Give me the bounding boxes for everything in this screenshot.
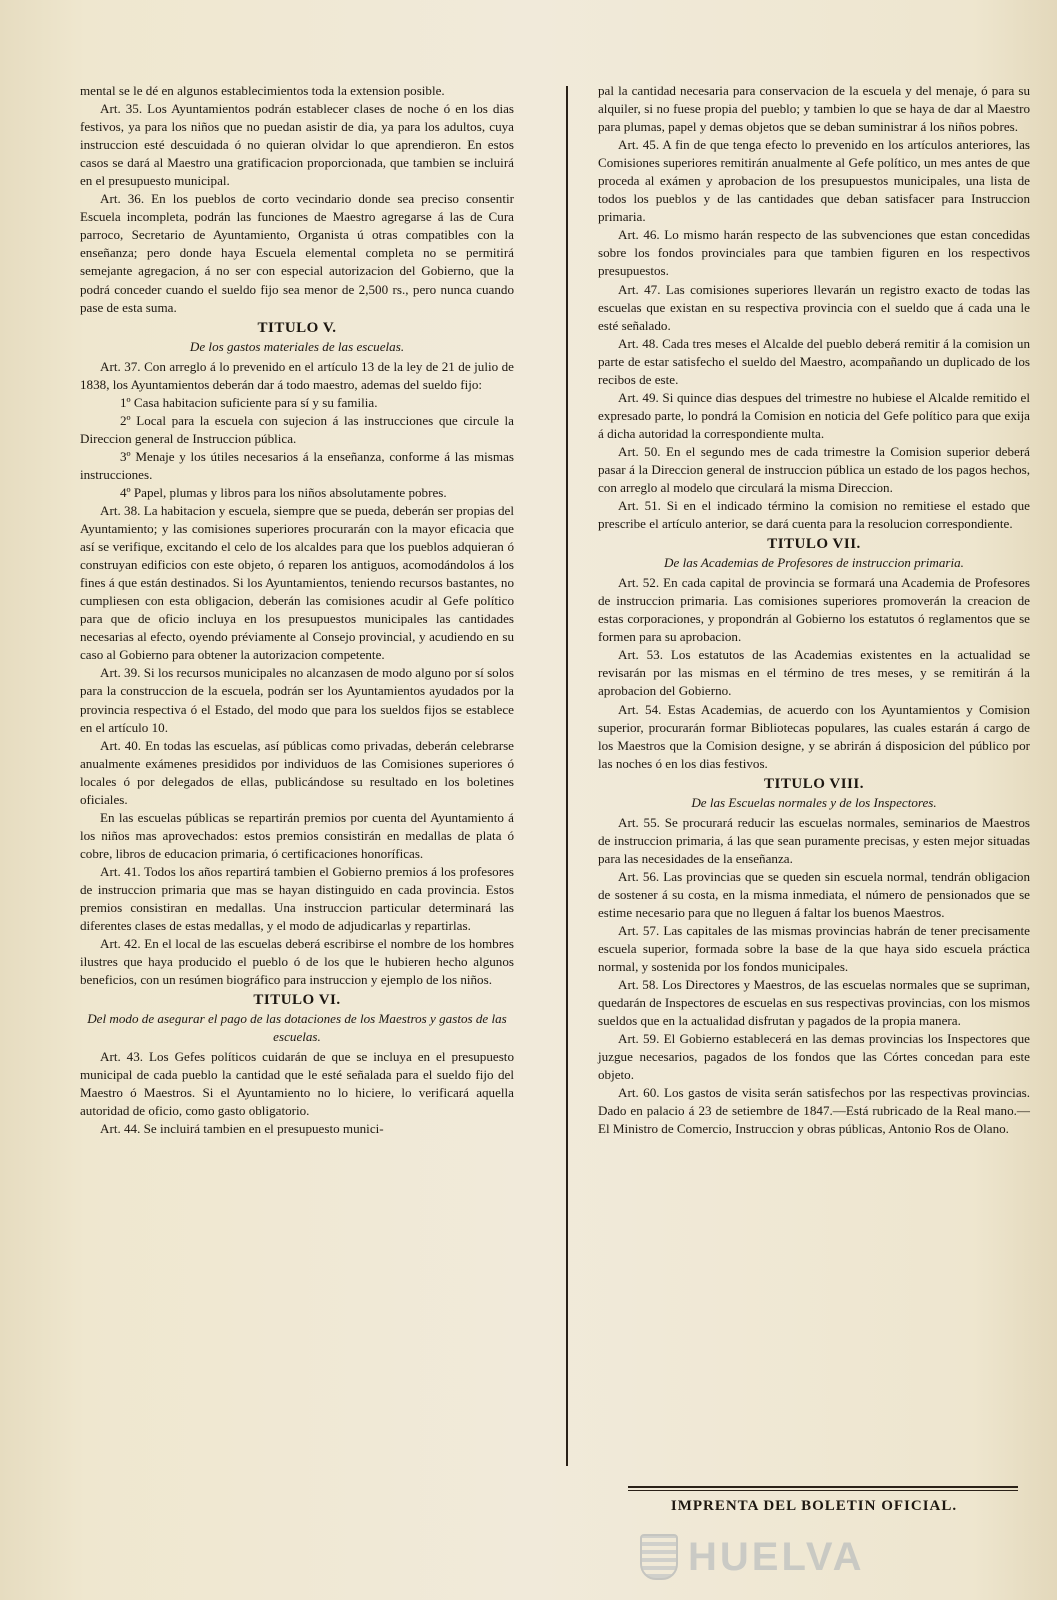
- article-paragraph: Art. 53. Los estatutos de las Academias existentes en la actualidad se revisarán por las mismas en el término de tres meses, y se remitirán á la aprobacion del Gobierno.: [598, 647, 1030, 699]
- article-paragraph: Art. 35. Los Ayuntamientos podrán establecer clases de noche ó en los dias festivos, ya para los niños que no puedan asistir de dia, ya para los adultos, cuya instruccion esté descuidada ó no quieran olvidar lo que aprendieron. En estos casos se dará al Maestro una gratificacion proporcionada, que tambien se incluirá en el presupuesto municipal.: [80, 101, 514, 189]
- section-title: TITULO VII.: [767, 536, 861, 553]
- article-paragraph: Art. 60. Los gastos de visita serán satisfechos por las respectivas provincias. Dado en palacio á 23 de setiembre de 1847.—Está rubricado de la Real mano.—El Ministro de Comercio, Instruccion y obras públicas, Antonio Ros de Olano.: [598, 1085, 1030, 1137]
- list-item: 1º Casa habitacion suficiente para sí y su familia.: [120, 394, 378, 410]
- section-subtitle: De las Escuelas normales y de los Inspectores.: [691, 794, 937, 810]
- section-subtitle: De los gastos materiales de las escuelas.: [189, 338, 405, 354]
- list-item: 2º Local para la escuela con sujecion á las instrucciones que circule la Direccion general de Instruccion pública.: [80, 412, 514, 446]
- article-paragraph: Art. 36. En los pueblos de corto vecindario donde sea preciso consentir Escuela incompleta, podrán las funciones de Maestro agregarse á las de Cura parroco, Secretario de Ayuntamiento, Organista ú otras compatibles con la enseñanza; pero donde haya Escuela elemental completa no se permitirá semejante agregacion, á no ser con especial autorizacion del Gobierno, que la podrá conceder cuando el sueldo fijo sea menor de 2,500 rs., pero nunca cuando pase de esta suma.: [80, 191, 514, 315]
- right-column: [598, 82, 1030, 1139]
- imprenta-footer: IMPRENTA DEL BOLETIN OFICIAL.: [670, 1498, 958, 1514]
- list-item: 4º Papel, plumas y libros para los niños absolutamente pobres.: [120, 484, 447, 500]
- left-column: [80, 82, 514, 1138]
- article-paragraph: Art. 59. El Gobierno establecerá en las demas provincias los Inspectores que juzgue necesarios, pagados de los fondos que las Córtes concedan para este objeto.: [598, 1031, 1030, 1083]
- section-title: TITULO VIII.: [764, 775, 864, 792]
- article-paragraph: Art. 56. Las provincias que se queden sin escuela normal, tendrán obligacion de sostener á su costa, en la misma inmediata, el número de pensionados que se estime necesario para que no lleguen á faltar los buenos Maestros.: [598, 868, 1030, 920]
- article-paragraph: Art. 58. Los Directores y Maestros, de las escuelas normales que se supriman, quedarán de Inspectores de escuelas en sus respectivas provincias, con los mismos sueldos que en la actualidad disfrutan y pagados de la propia manera.: [598, 977, 1030, 1029]
- list-item: 3º Menaje y los útiles necesarios á la enseñanza, conforme á las mismas instrucciones.: [80, 448, 514, 482]
- article-paragraph: Art. 40. En todas las escuelas, así públicas como privadas, deberán celebrarse anualmente exámenes presididos por individuos de las Comisiones superiores ó locales ó por delegados de ellas, publicándose su resultado en los boletines oficiales.: [80, 737, 514, 807]
- article-paragraph: Art. 48. Cada tres meses el Alcalde del pueblo deberá remitir á la comision un parte de estar satisfecho el sueldo del Maestro, acompañando un duplicado de los recibos de este.: [598, 335, 1030, 387]
- section-subtitle: De las Academias de Profesores de instruccion primaria.: [664, 555, 964, 571]
- article-paragraph: Art. 49. Si quince dias despues del trimestre no hubiese el Alcalde remitido el expresado parte, lo pondrá la Comision en noticia del Gefe político para que exija á dicha autoridad la correspondiente multa.: [598, 389, 1030, 441]
- watermark: [640, 1532, 1020, 1582]
- shield-icon: [640, 1534, 678, 1580]
- article-paragraph: Art. 45. A fin de que tenga efecto lo prevenido en los artículos anteriores, las Comisiones superiores remitirán anualmente al Gefe político, un mes antes de que proceda al exámen y aprobacion de los presupuestos municipales, una lista de todos los pueblos y de las cantidades que deban satisfacer para Instruccion primaria.: [598, 137, 1030, 225]
- article-paragraph: Art. 47. Las comisiones superiores llevarán un registro exacto de todas las escuelas que existan en su respectiva provincia con el sueldo que á cada una le esté señalado.: [598, 281, 1030, 333]
- article-paragraph: Art. 43. Los Gefes políticos cuidarán de que se incluya en el presupuesto municipal de cada pueblo la cantidad que le esté señalada para el sueldo fijo del Maestro ó Maestros. Si el Ayuntamiento no lo hiciere, lo verificará aquella autoridad de oficio, como gasto obligatorio.: [80, 1049, 514, 1119]
- watermark-text: HUELVA: [688, 1534, 865, 1579]
- column-divider: [566, 86, 568, 1466]
- article-paragraph: Art. 50. En el segundo mes de cada trimestre la Comision superior deberá pasar á la Direccion general de instruccion pública un estado de los pagos hechos, con arreglo al modelo que circulará la misma Direccion.: [598, 443, 1030, 496]
- article-paragraph: Art. 46. Lo mismo harán respecto de las subvenciones que estan concedidas sobre los fondos provinciales para que tambien figuren en los respectivos presupuestos.: [598, 227, 1030, 279]
- article-paragraph: Art. 37. Con arreglo á lo prevenido en el artículo 13 de la ley de 21 de julio de 1838, los Ayuntamientos deberán dar á todo maestro, ademas del sueldo fijo:: [80, 358, 514, 392]
- article-paragraph: Art. 38. La habitacion y escuela, siempre que se pueda, deberán ser propias del Ayuntamiento; y las comisiones superiores procurarán con la mayor eficacia que así se verifique, excitando el celo de los alcaldes para que los pueblos adquieran ó construyan edificios con este objeto, ó reparen los antiguos, acomodándolos á los fines á que están destinados. Si los Ayuntamientos, teniendo recursos bastantes, no cumpliesen con esta obligacion, deberán las comisiones acudir al Gefe político para que de oficio incluya en los presupuestos municipales las cantidades necesarias al efecto, oyendo préviamente al Consejo provincial, y acudiendo en su caso al Gobierno para obtener la autorizacion competente.: [80, 502, 514, 663]
- section-title: TITULO VI.: [253, 992, 341, 1009]
- article-paragraph: Art. 44. Se incluirá tambien en el presupuesto munici-: [100, 1121, 384, 1137]
- section-title: TITULO V.: [257, 319, 337, 336]
- article-paragraph: Art. 52. En cada capital de provincia se formará una Academia de Profesores de instruccion primaria. Las comisiones superiores promoverán la creacion de estas corporaciones, y propondrán al Gobierno los estatutos ó reglamentos que se formen para su aprobacion.: [598, 575, 1030, 645]
- article-paragraph: Art. 55. Se procurará reducir las escuelas normales, seminarios de Maestros de instruccion primaria, á las que sean puramente precisas, y esten mejor situadas para las necesidades de la enseñanza.: [598, 814, 1030, 866]
- article-paragraph: En las escuelas públicas se repartirán premios por cuenta del Ayuntamiento á los niños mas aprovechados: estos premios consistirán en medallas de plata ó cobre, libros de educacion primaria, ó certificaciones honoríficas.: [80, 809, 514, 861]
- article-paragraph: Art. 51. Si en el indicado término la comision no remitiese el estado que prescribe el artículo anterior, se dará cuenta para la resolucion correspondiente.: [598, 498, 1030, 532]
- article-paragraph: Art. 54. Estas Academias, de acuerdo con los Ayuntamientos y Comision superior, procurarán formar Bibliotecas populares, las cuales estarán á cargo de los Maestros que la Comision designe, y se abrirán á disposicion del público por las noches ó en los dias festivos.: [598, 701, 1030, 771]
- article-paragraph: pal la cantidad necesaria para conservacion de la escuela y del menaje, ó para su alquiler, si no fuese propia del pueblo; y tambien lo que se haya de dar al Maestro para plumas, papel y demas objetos que se deban suministrar á los niños pobres.: [598, 83, 1030, 135]
- article-paragraph: Art. 57. Las capitales de las mismas provincias habrán de tener precisamente escuela superior, formada sobre la base de la que haya sido escuela práctica normal, y sostenida por los fondos municipales.: [598, 922, 1030, 975]
- article-paragraph: Art. 39. Si los recursos municipales no alcanzasen de modo alguno por sí solos para la construccion de la escuela, podrán ser los Ayuntamientos ayudados por la provincia respectiva ó el Estado, del modo que para los sueldos fijos se establece en el artículo 10.: [80, 665, 514, 735]
- article-paragraph: mental se le dé en algunos establecimientos toda la extension posible.: [80, 83, 445, 98]
- footer-rule-thin: [628, 1490, 1018, 1491]
- footer-rule: [628, 1486, 1018, 1488]
- section-subtitle: Del modo de asegurar el pago de las dotaciones de los Maestros y gastos de las escuelas.: [87, 1011, 507, 1045]
- article-paragraph: Art. 41. Todos los años repartirá tambien el Gobierno premios á los profesores de instruccion primaria que mas se hayan distinguido en cada provincia. Estos premios consistiran en medallas. Una instruccion particular determinará las diferentes clases de estas medallas, y el modo de adjudicarlas y repartirlas.: [80, 863, 514, 934]
- article-paragraph: Art. 42. En el local de las escuelas deberá escribirse el nombre de los hombres ilustres que haya producido el pueblo ó de los que le hubieren hecho algunos beneficios, con un resúmen biográfico para instruccion y ejemplo de los niños.: [80, 936, 514, 988]
